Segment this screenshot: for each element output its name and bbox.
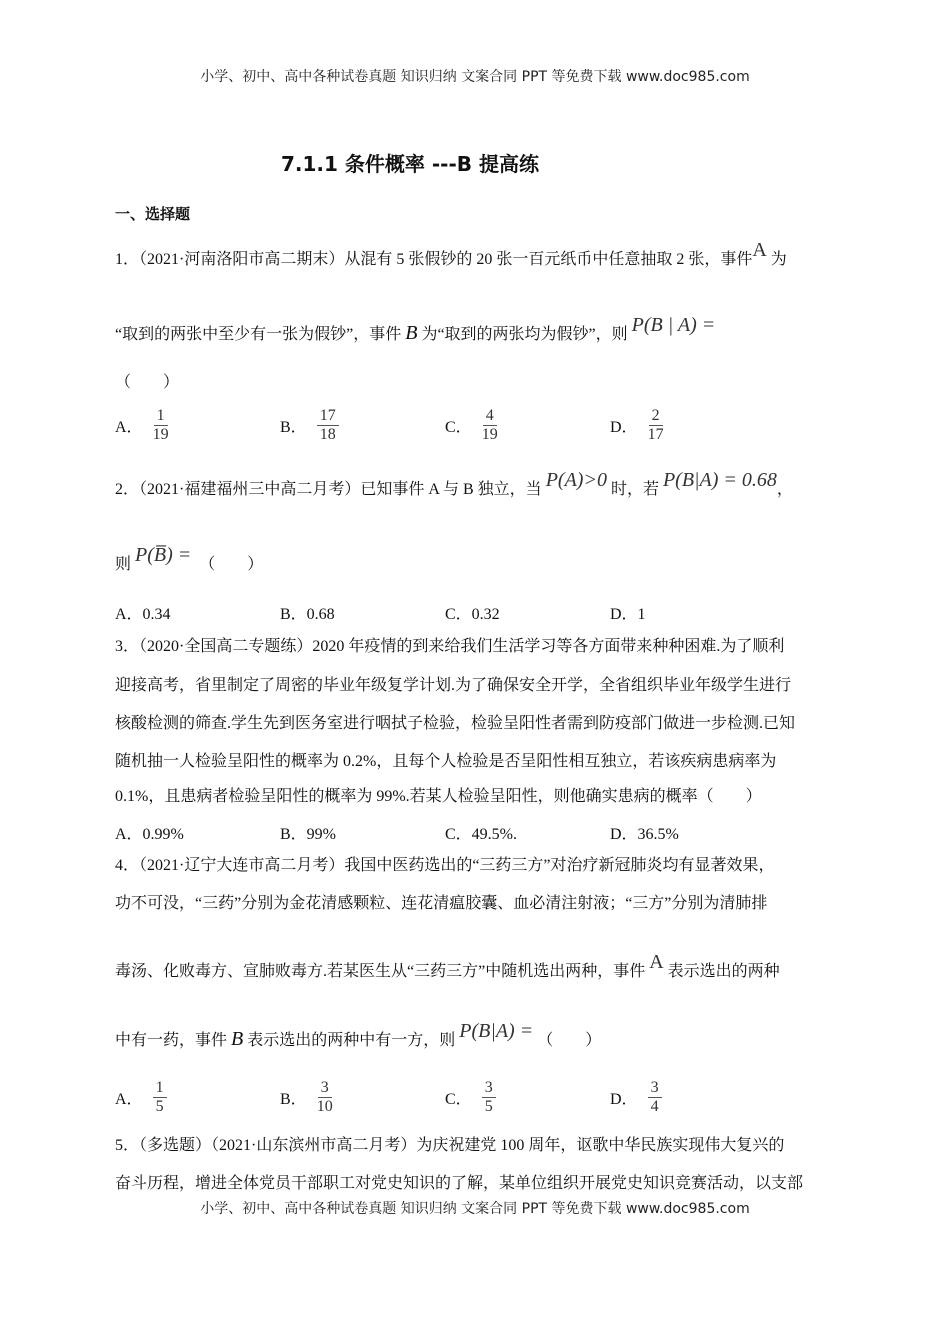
math-formula: P(B̅) = [135, 544, 192, 566]
q1-option-a[interactable] [115, 407, 169, 444]
q2-option-b[interactable]: B．0.68 [280, 606, 335, 623]
numerator: 1 [154, 407, 168, 426]
option-label: D． [610, 419, 638, 436]
section-heading: 一、选择题 [115, 205, 191, 223]
denominator: 4 [650, 1098, 659, 1115]
text: 2．（2021·福建福州三中高二月考）已知事件 A 与 B 独立，当 [115, 481, 546, 498]
q4-option-c[interactable] [445, 1079, 496, 1116]
option-label: B． [280, 419, 307, 436]
page-footer: 小学、初中、高中各种试卷真题 知识归纳 文案合同 PPT 等免费下载 www.doc985.com [200, 1201, 750, 1217]
math-b: B [405, 322, 418, 344]
q3-option-b[interactable]: B．99% [280, 826, 337, 843]
numerator: 1 [153, 1079, 167, 1098]
denominator: 19 [152, 426, 169, 443]
q2-option-d[interactable]: D．1 [610, 606, 646, 623]
fraction [153, 1079, 167, 1116]
option-label: B． [280, 1091, 307, 1108]
math-formula: P(A)>0 [545, 469, 607, 491]
fraction [648, 1079, 662, 1116]
q2-line-1 [115, 469, 793, 500]
fraction [482, 1079, 496, 1116]
text: （ ） [533, 1032, 602, 1049]
denominator: 10 [316, 1098, 333, 1115]
q4-line-1: 4．（2021·辽宁大连市高二月考）我国中医药选出的“三药三方”对治疗新冠肺炎均有显著效果， [115, 857, 775, 874]
math-a: A [649, 951, 664, 973]
q4-line-4 [115, 1020, 602, 1051]
fraction [482, 407, 498, 444]
text: 则 [115, 556, 136, 573]
q5-line: 奋斗历程，增进全体党员干部职工对党史知识的了解，某单位组织开展党史知识竞赛活动，以支部 [115, 1175, 804, 1192]
denominator: 19 [481, 426, 498, 443]
page-header: 小学、初中、高中各种试卷真题 知识归纳 文案合同 PPT 等免费下载 www.doc985.com [200, 69, 750, 85]
option-label: C． [445, 419, 472, 436]
text: 中有一药，事件 [115, 1032, 232, 1049]
fraction [153, 407, 169, 444]
q4-line-3 [115, 951, 780, 982]
numerator: 3 [318, 1079, 332, 1098]
q2-line-2 [115, 544, 264, 575]
q2-option-a[interactable]: A．0.34 [115, 606, 171, 623]
fraction [648, 407, 664, 444]
numerator: 3 [648, 1079, 662, 1098]
fraction [317, 1079, 333, 1116]
q4-option-d[interactable] [610, 1079, 662, 1116]
option-label: A． [115, 419, 143, 436]
numerator: 2 [649, 407, 663, 426]
denominator: 18 [319, 426, 336, 443]
q2-option-c[interactable]: C．0.32 [445, 606, 500, 623]
q3-line: 核酸检测的筛查.学生先到医务室进行咽拭子检验，检验呈阳性者需到防疫部门做进一步检测.已知 [115, 715, 796, 732]
text: 时，若 [606, 481, 663, 498]
q1-option-c[interactable] [445, 407, 498, 444]
text: 表示选出的两种 [663, 963, 780, 980]
q1-line-1 [115, 239, 787, 270]
numerator: 4 [483, 407, 497, 426]
numerator: 17 [317, 407, 339, 426]
q3-option-c[interactable]: C．49.5%. [445, 826, 518, 843]
math-formula: P(B | A) = [631, 314, 716, 336]
q3-option-a[interactable]: A．0.99% [115, 826, 184, 843]
option-label: D． [610, 1091, 638, 1108]
denominator: 17 [647, 426, 664, 443]
q1-line-2 [115, 314, 716, 345]
q3-line: 随机抽一人检验呈阳性的概率为 0.2%，且每个人检验是否呈阳性相互独立，若该疾病患病率为 [115, 753, 777, 770]
text: 为 [766, 251, 787, 268]
q1-option-b[interactable] [280, 407, 339, 444]
q4-option-a[interactable] [115, 1079, 167, 1116]
math-a: A [752, 239, 767, 261]
q3-line: 迎接高考，省里制定了周密的毕业年级复学计划.为了确保安全开学，全省组织毕业年级学生进行 [115, 677, 792, 694]
fraction [317, 407, 339, 444]
text: ， [776, 481, 793, 498]
math-formula: P(B|A) = 0.68 [662, 469, 777, 491]
q1-answer-paren: （ ） [115, 374, 180, 391]
q3-line: 0.1%，且患病者检验呈阳性的概率为 99%.若某人检验呈阳性，则他确实患病的概率（ ） [115, 788, 762, 805]
option-label: C． [445, 1091, 472, 1108]
q3-line: 3．（2020·全国高二专题练）2020 年疫情的到来给我们生活学习等各方面带来种种困难.为了顺利 [115, 638, 785, 655]
document-title: 7.1.1 条件概率 ---B 提高练 [281, 152, 539, 176]
q5-line: 5．（多选题）（2021·山东滨州市高二月考）为庆祝建党 100 周年，讴歌中华民族实现伟大复兴的 [115, 1137, 785, 1154]
option-label: A． [115, 1091, 143, 1108]
math-formula: P(B|A) = [459, 1020, 534, 1042]
text: 表示选出的两种中有一方，则 [243, 1032, 460, 1049]
q4-option-b[interactable] [280, 1079, 333, 1116]
text: “取到的两张中至少有一张为假钞”，事件 [115, 326, 406, 343]
text: 毒汤、化败毒方、宣肺败毒方.若某医生从“三药三方”中随机选出两种，事件 [115, 963, 650, 980]
text: 为“取到的两张均为假钞”，则 [417, 326, 632, 343]
q1-option-d[interactable] [610, 407, 664, 444]
text: （ ） [191, 556, 264, 573]
denominator: 5 [155, 1098, 164, 1115]
q3-option-d[interactable]: D．36.5% [610, 826, 679, 843]
math-b: B [231, 1028, 244, 1050]
denominator: 5 [484, 1098, 493, 1115]
q4-line-2: 功不可没，“三药”分别为金花清感颗粒、连花清瘟胶囊、血必清注射液；“三方”分别为清肺排 [115, 895, 768, 912]
text: 1．（2021·河南洛阳市高二期末）从混有 5 张假钞的 20 张一百元纸币中任意抽取 2 张，事件 [115, 251, 753, 268]
numerator: 3 [482, 1079, 496, 1098]
